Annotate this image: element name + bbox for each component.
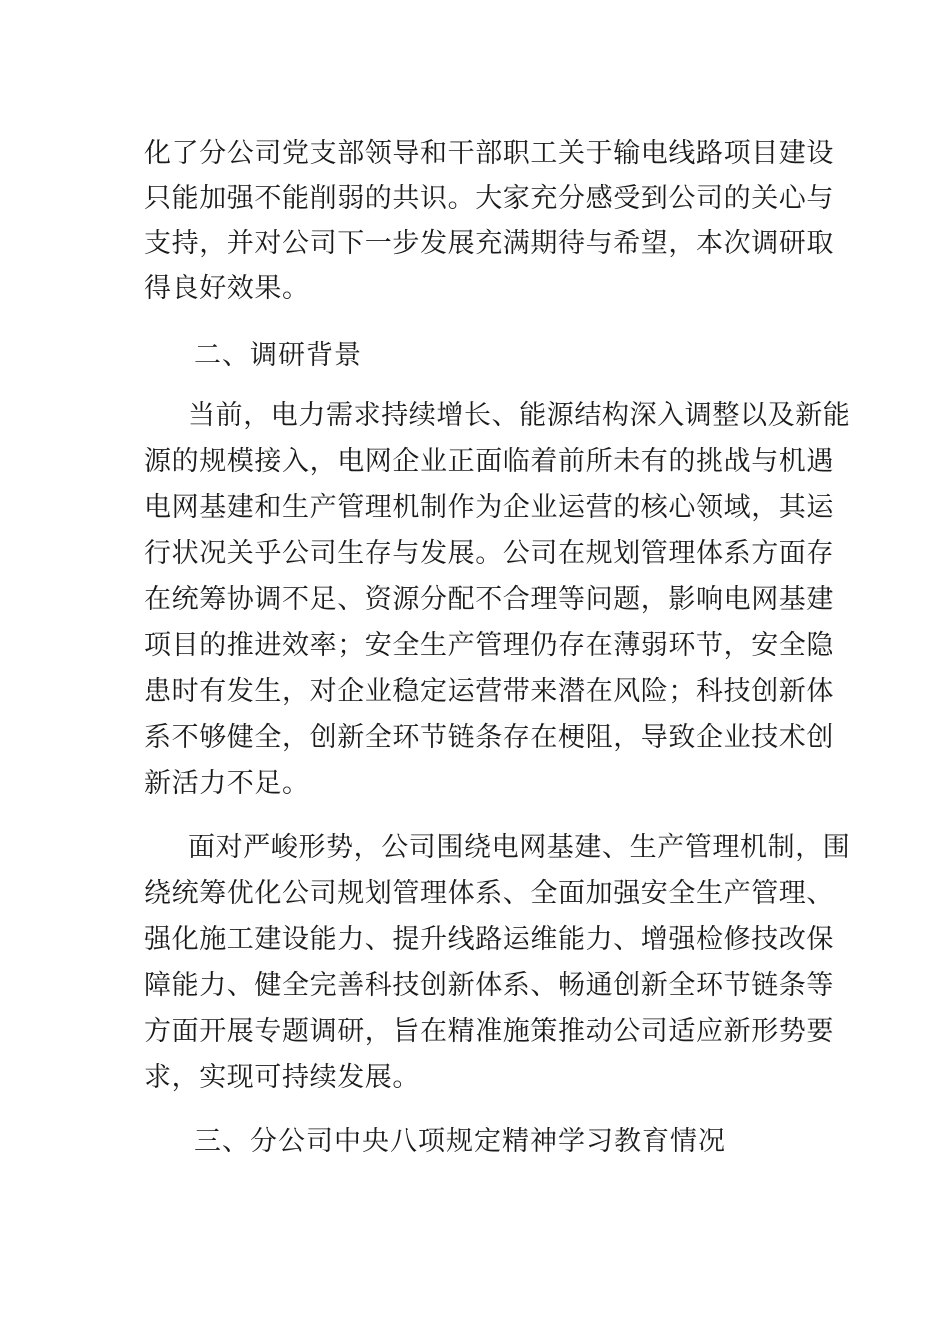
paragraph-line: 源的规模接入，电网企业正面临着前所未有的挑战与机遇 <box>144 446 834 477</box>
section-heading-study: 三、分公司中央八项规定精神学习教育情况 <box>194 1126 726 1157</box>
paragraph-line: 求，实现可持续发展。 <box>144 1062 420 1093</box>
paragraph-line: 面对严峻形势，公司围绕电网基建、生产管理机制，围 <box>188 832 851 863</box>
paragraph-line: 得良好效果。 <box>144 273 310 304</box>
paragraph-line: 障能力、健全完善科技创新体系、畅通创新全环节链条等 <box>144 970 834 1001</box>
paragraph-line: 当前，电力需求持续增长、能源结构深入调整以及新能 <box>188 400 851 431</box>
section-heading-background: 二、调研背景 <box>194 340 362 371</box>
paragraph-line: 绕统筹优化公司规划管理体系、全面加强安全生产管理、 <box>144 878 834 909</box>
paragraph-line: 系不够健全，创新全环节链条存在梗阻，导致企业技术创 <box>144 722 834 753</box>
paragraph-line: 在统筹协调不足、资源分配不合理等问题，影响电网基建 <box>144 584 834 615</box>
paragraph-line: 患时有发生，对企业稳定运营带来潜在风险；科技创新体 <box>144 676 834 707</box>
paragraph-line: 行状况关乎公司生存与发展。公司在规划管理体系方面存 <box>144 538 834 569</box>
paragraph-line: 项目的推进效率；安全生产管理仍存在薄弱环节，安全隐 <box>144 630 834 661</box>
paragraph-line: 方面开展专题调研，旨在精准施策推动公司适应新形势要 <box>144 1016 834 1047</box>
paragraph-line: 只能加强不能削弱的共识。大家充分感受到公司的关心与 <box>144 183 834 214</box>
paragraph-line: 支持，并对公司下一步发展充满期待与希望，本次调研取 <box>144 228 834 259</box>
paragraph-line: 强化施工建设能力、提升线路运维能力、增强检修技改保 <box>144 924 834 955</box>
paragraph-line: 新活力不足。 <box>144 768 310 799</box>
paragraph-line: 电网基建和生产管理机制作为企业运营的核心领域，其运 <box>144 492 834 523</box>
paragraph-line: 化了分公司党支部领导和干部职工关于输电线路项目建设 <box>144 138 834 169</box>
